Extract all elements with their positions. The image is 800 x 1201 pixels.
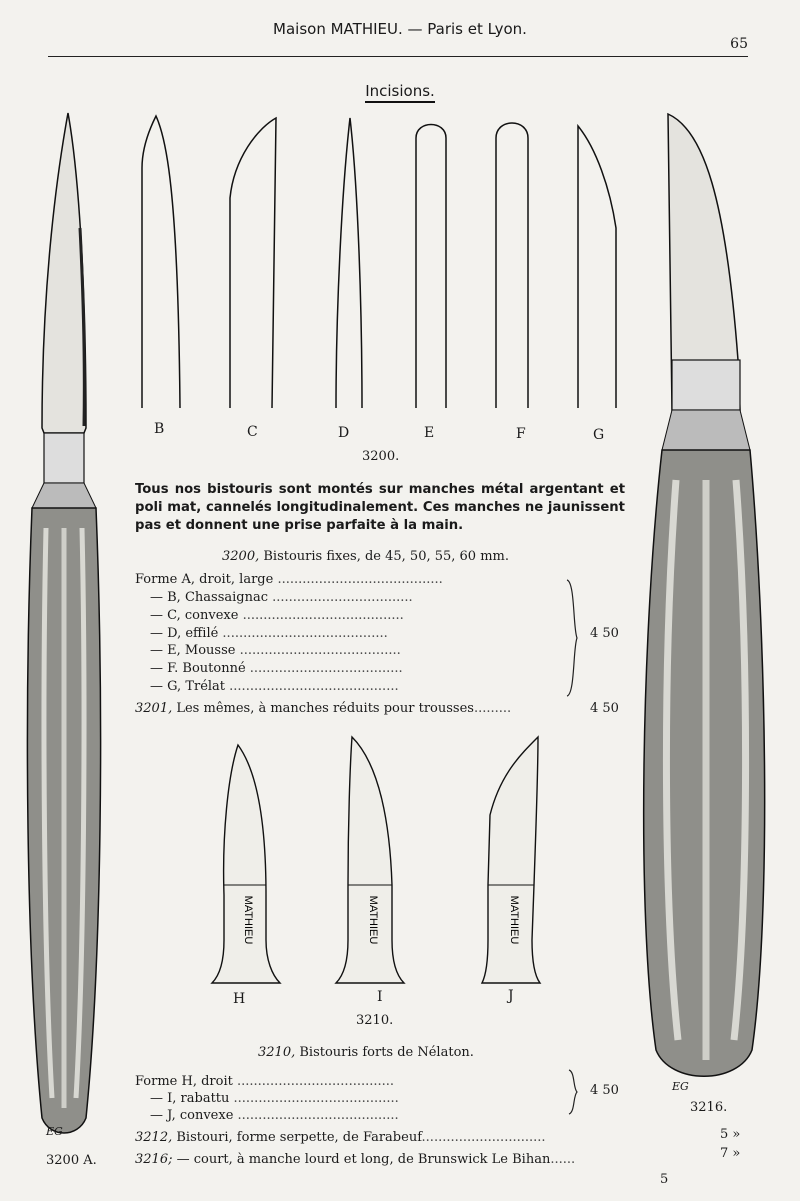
line-3201: 3201, Les mêmes, à manches réduits pour trousses.........	[135, 701, 512, 716]
figure-3216-caption: 3216.	[690, 1100, 728, 1115]
list-item: — B, Chassaignac ..................................	[150, 590, 413, 605]
blade-label-b: B	[154, 421, 165, 437]
handles-3210-illustration	[200, 735, 560, 985]
engraver-mark-right: EG	[672, 1080, 689, 1093]
blade-label-f: F	[516, 426, 526, 442]
line-3216-price: 7 »	[720, 1146, 741, 1161]
handle-label-j: J	[508, 988, 514, 1004]
engraver-mark-left: EG	[46, 1125, 63, 1138]
figure-3200a-caption: 3200 A.	[46, 1153, 97, 1168]
list-item: — F. Boutonné .....................................	[150, 661, 403, 676]
list-item: — E, Mousse .......................................	[150, 643, 401, 658]
section-title: Incisions.	[0, 82, 800, 100]
handle-label-i: I	[377, 989, 383, 1005]
figure-3210-caption: 3210.	[356, 1013, 394, 1028]
list-3210-brace	[567, 1068, 579, 1116]
scalpel-3200a-illustration	[22, 108, 102, 1148]
blade-label-c: C	[247, 424, 258, 440]
handle-brand-i: MATHIEU	[367, 895, 379, 945]
signature-number: 5	[660, 1172, 669, 1187]
list-3200-price: 4 50	[590, 626, 619, 641]
list-item: Forme A, droit, large ........................................	[135, 572, 443, 587]
handle-brand-h: MATHIEU	[242, 895, 254, 945]
list-3200-heading: 3200, Bistouris fixes, de 45, 50, 55, 60 mm.	[222, 549, 510, 564]
blade-label-e: E	[424, 425, 435, 441]
handle-brand-j: MATHIEU	[508, 895, 520, 945]
description-paragraph: Tous nos bistouris sont montés sur manches métal argentant et poli mat, cannelés longitudinalement. Ces manches ne jaunissent pas et donnent une prise parfaite à la main.	[135, 482, 625, 533]
line-3212: 3212, Bistouri, forme serpette, de Farabeuf..............................	[135, 1130, 546, 1145]
blade-label-d: D	[338, 425, 350, 441]
list-item: — G, Trélat .........................................	[150, 679, 399, 694]
handle-label-h: H	[233, 991, 246, 1007]
list-item: Forme H, droit ......................................	[135, 1074, 395, 1089]
list-item: — J, convexe .......................................	[150, 1108, 399, 1123]
line-3201-price: 4 50	[590, 701, 619, 716]
list-3210-heading: 3210, Bistouris forts de Nélaton.	[258, 1045, 474, 1060]
line-3212-price: 5 »	[720, 1127, 741, 1142]
figure-3200-caption: 3200.	[362, 449, 400, 464]
list-item: — C, convexe .......................................	[150, 608, 404, 623]
page-header: Maison MATHIEU. — Paris et Lyon.	[273, 20, 527, 38]
list-3200-brace	[565, 578, 579, 698]
line-3216: 3216; — court, à manche lourd et long, de Brunswick Le Bihan......	[135, 1152, 576, 1167]
list-3210-price: 4 50	[590, 1083, 619, 1098]
header-rule	[48, 56, 748, 57]
blade-label-g: G	[593, 427, 605, 443]
page-number: 65	[730, 36, 748, 52]
scalpel-3216-illustration	[634, 110, 774, 1090]
list-item: — I, rabattu ........................................	[150, 1091, 399, 1106]
blades-3200-illustration	[130, 108, 630, 418]
list-item: — D, effilé ........................................	[150, 626, 388, 641]
